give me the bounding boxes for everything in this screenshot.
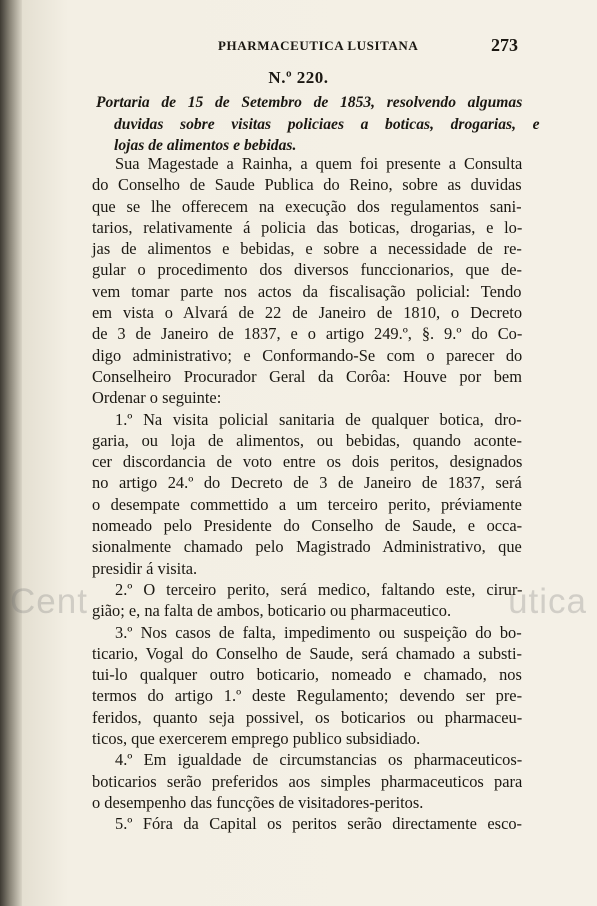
body-line: 3.º Nos casos de falta, impedimento ou suspeição do bo- [115, 622, 522, 642]
body-line: o desempenho das funcções de visitadores-peritos. [92, 792, 424, 812]
body-line: Ordenar o seguinte: [92, 388, 222, 408]
body-line: boticarios serão preferidos aos simples pharmaceuticos para [92, 771, 523, 791]
title-line: Portaria de 15 de Setembro de 1853, resolvendo algumas [96, 94, 523, 111]
body-text [92, 153, 522, 835]
body-line: 5.º Fóra da Capital os peritos serão directamente esco- [115, 814, 522, 834]
title-line: duvidas sobre visitas policiaes a boticas, drogarias, e [114, 115, 540, 133]
body-line: garia, ou loja de alimentos, ou bebidas, quando aconte- [92, 430, 522, 450]
body-line: termos do artigo 1.º deste Regulamento; devendo ser pre- [92, 686, 523, 706]
body-line: ticos, que exercerem emprego publico subsidiado. [92, 729, 421, 749]
body-line: gular o procedimento dos diversos funccionarios, que de- [92, 260, 522, 280]
watermark-left: Cent [10, 582, 88, 621]
running-head [218, 37, 518, 57]
body-line: digo administrativo; e Conformando-Se com o parecer do [92, 345, 523, 365]
document-number: N.º 220. [268, 68, 329, 87]
body-line: nomeado pelo Presidente do Conselho de Saude, e occa- [92, 516, 523, 536]
body-line: presidir á visita. [92, 558, 198, 578]
body-line: de 3 de Janeiro de 1837, e o artigo 249.º, §. 9.º do Co- [92, 324, 523, 344]
body-line: cer discordancia de voto entre os dois peritos, designados [92, 452, 523, 472]
body-line: 4.º Em igualdade de circumstancias os pharmaceuticos- [115, 750, 523, 770]
watermark-right: utica [508, 582, 587, 621]
body-line: tarios, relativamente á policia das boticas, drogarias, e lo- [92, 217, 523, 237]
book-gutter [0, 0, 22, 906]
body-line: Conselheiro Procurador Geral da Corôa: Houve por bem [92, 366, 522, 386]
body-line: tui-lo qualquer outro boticario, nomeado e chamado, nos [92, 665, 522, 685]
body-line: em vista o Alvará de 22 de Janeiro de 1810, o Decreto [92, 303, 523, 323]
body-line: ticario, Vogal do Conselho de Saude, será chamado a substi- [92, 643, 522, 663]
body-line: jas de alimentos e bebidas, e sobre a necessidade de re- [92, 239, 522, 259]
body-line: Sua Magestade a Rainha, a quem foi presente a Consulta [115, 154, 523, 173]
document-title [96, 92, 540, 157]
body-line: sionalmente chamado pelo Magistrado Administrativo, que [92, 537, 522, 557]
body-line: no artigo 24.º do Decreto de 3 de Janeiro de 1837, será [92, 473, 522, 493]
body-line: 2.º O terceiro perito, será medico, faltando este, cirur- [115, 579, 523, 599]
title-line: lojas de alimentos e bebidas. [114, 137, 297, 154]
body-line: do Conselho de Saude Publica do Reino, sobre as duvidas [92, 175, 522, 195]
body-line: feridos, quanto seja possivel, os boticarios ou pharmaceu- [92, 707, 523, 727]
body-line: que se lhe offerecem na execução dos regulamentos sani- [92, 196, 522, 216]
body-line: 1.º Na visita policial sanitaria de qualquer botica, dro- [115, 409, 522, 429]
running-title: PHARMACEUTICA LUSITANA [218, 38, 419, 53]
body-line: o desempate commettido a um terceiro perito, préviamente [92, 494, 522, 514]
page-number: 273 [491, 35, 518, 55]
body-line: vem tomar parte nos actos da fiscalisação policial: Tendo [92, 281, 522, 301]
body-line: gião; e, na falta de ambos, boticario ou pharmaceutico. [92, 601, 452, 621]
